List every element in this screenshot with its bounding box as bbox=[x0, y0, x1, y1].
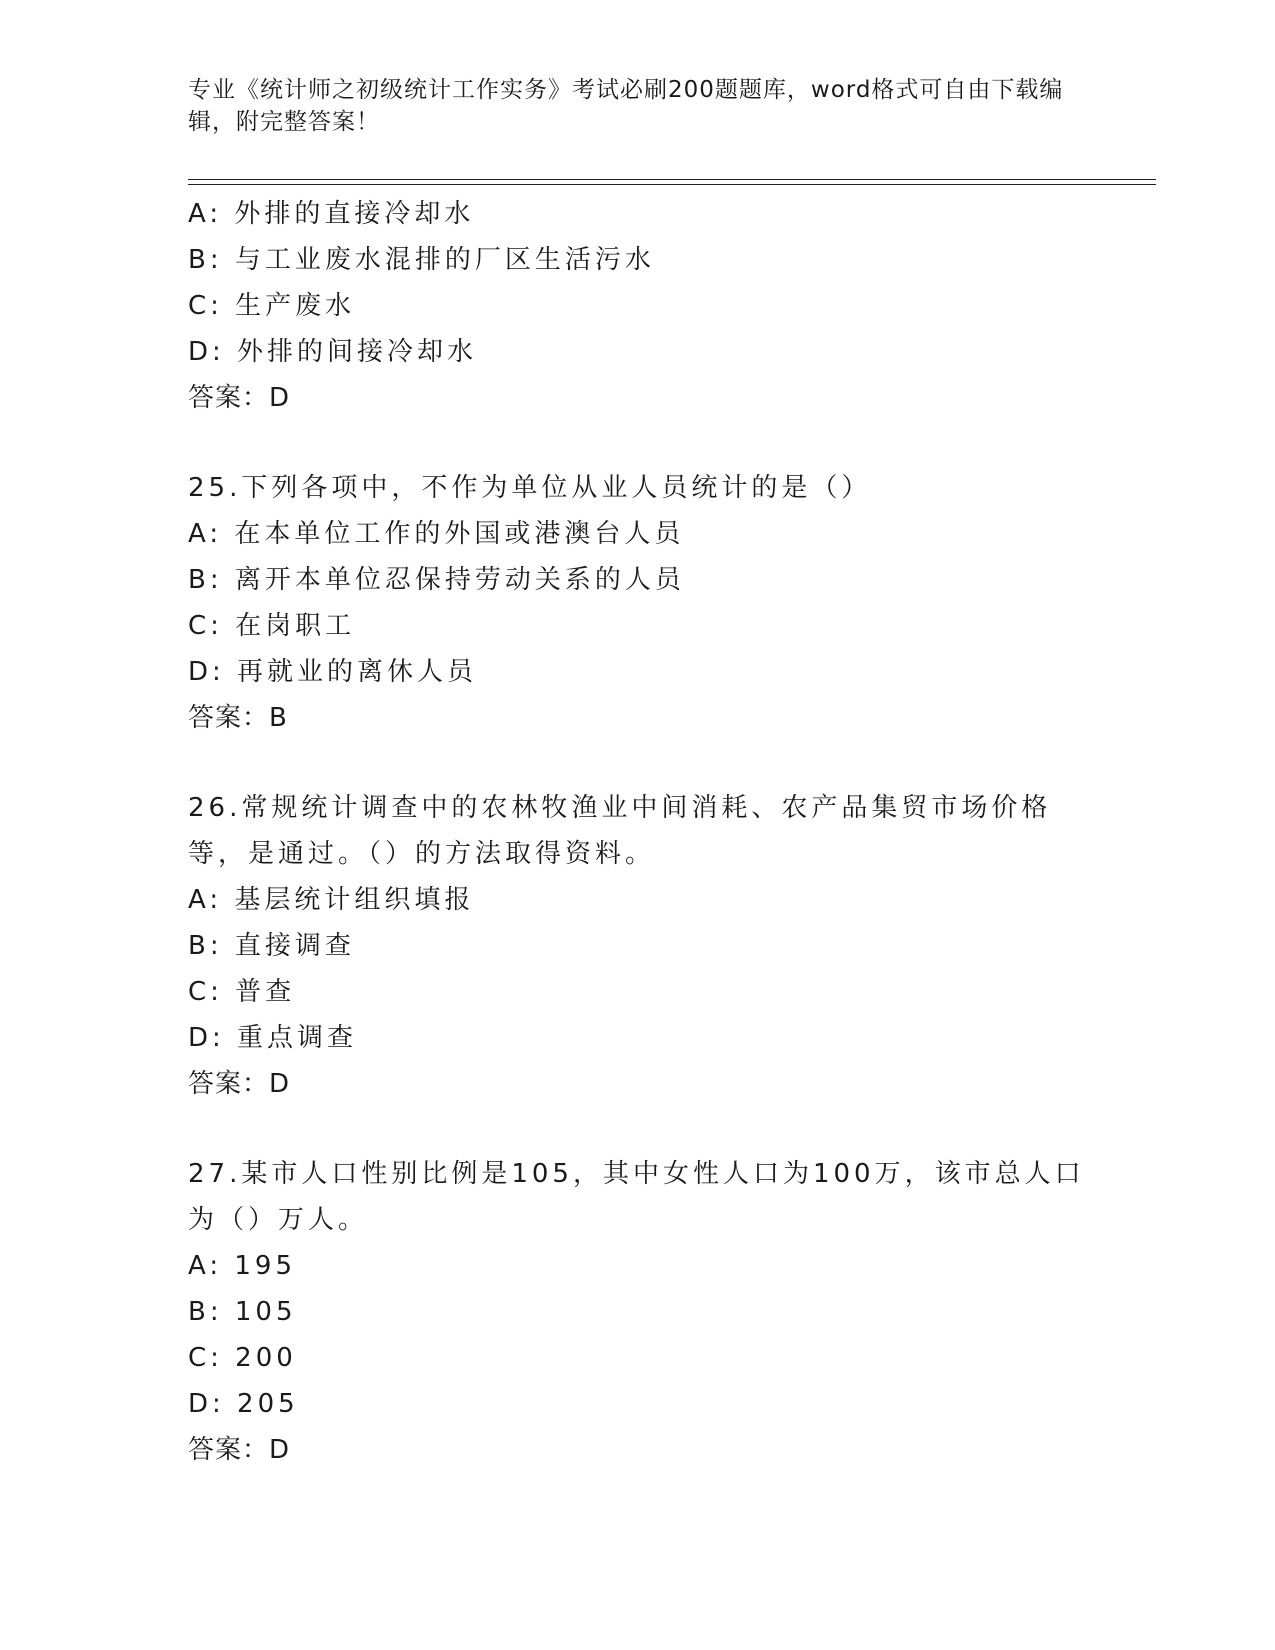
option-b: B: 与工业废水混排的厂区生活污水 bbox=[188, 245, 655, 275]
option-c: C: 普查 bbox=[188, 977, 296, 1007]
option-b: B: 离开本单位忍保持劳动关系的人员 bbox=[188, 565, 685, 595]
document-header: 专业《统计师之初级统计工作实务》考试必刷200题题库，word格式可自由下载编辑，附完整答案！ bbox=[188, 77, 1064, 135]
answer-line: 答案：D bbox=[188, 1435, 291, 1465]
option-c: C: 200 bbox=[188, 1343, 297, 1373]
option-a: A: 195 bbox=[188, 1251, 296, 1281]
answer-line: 答案：B bbox=[188, 703, 288, 733]
answer-line: 答案：D bbox=[188, 383, 291, 413]
option-b: B: 直接调查 bbox=[188, 931, 355, 961]
option-d: D: 再就业的离休人员 bbox=[188, 657, 478, 687]
question-stem: 27.某市人口性别比例是105，其中女性人口为100万，该市总人口为（）万人。 bbox=[188, 1159, 1085, 1235]
header-divider-bottom bbox=[188, 184, 1156, 185]
question-stem: 25.下列各项中，不作为单位从业人员统计的是（） bbox=[188, 473, 872, 503]
option-c: C: 在岗职工 bbox=[188, 611, 356, 641]
option-a: A: 在本单位工作的外国或港澳台人员 bbox=[188, 519, 685, 549]
option-a: A: 外排的直接冷却水 bbox=[188, 199, 475, 229]
option-b: B: 105 bbox=[188, 1297, 297, 1327]
option-d: D: 205 bbox=[188, 1389, 299, 1419]
option-d: D: 外排的间接冷却水 bbox=[188, 337, 478, 367]
question-block-24 bbox=[188, 191, 1088, 421]
question-stem: 26.常规统计调查中的农林牧渔业中间消耗、农产品集贸市场价格等，是通过。（）的方法取得资料。 bbox=[188, 793, 1052, 869]
header-divider-top bbox=[188, 179, 1156, 180]
option-d: D: 重点调查 bbox=[188, 1023, 358, 1053]
option-a: A: 基层统计组织填报 bbox=[188, 885, 475, 915]
answer-line: 答案：D bbox=[188, 1069, 291, 1099]
question-block-27 bbox=[188, 1151, 1088, 1473]
question-block-26 bbox=[188, 785, 1088, 1107]
option-c: C: 生产废水 bbox=[188, 291, 356, 321]
question-block-25 bbox=[188, 465, 1088, 741]
question-list bbox=[188, 191, 1088, 1473]
